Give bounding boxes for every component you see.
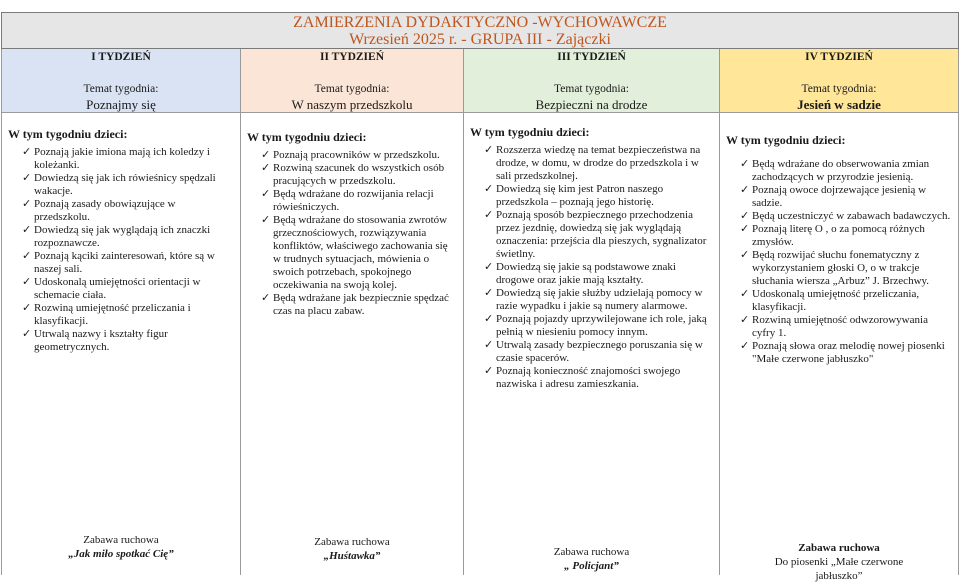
list-item: ✓ Poznają słowa oraz melodię nowej piosenki "Małe czerwone jabłuszko" — [740, 340, 945, 365]
game-label: Zabawa ruchowa — [83, 534, 159, 546]
movement-game — [2, 533, 240, 561]
list-item: ✓ Poznają kąciki zainteresowań, które są w naszej sali. — [22, 250, 215, 275]
checkmark-icon: ✓ — [484, 209, 494, 221]
week-intro: W tym tygodniu dzieci: — [8, 127, 128, 141]
list-item: ✓ Będą wdrażane jak bezpiecznie spędzać czas na placu zabaw. — [261, 292, 449, 317]
list-item: ✓ Dowiedzą się jak wyglądają ich znaczki rozpoznawcze. — [22, 224, 211, 249]
week-column-1 — [1, 49, 241, 575]
list-item: ✓ Poznają literę O , o za pomocą różnych zmysłów. — [740, 223, 925, 248]
goals-list — [726, 158, 952, 366]
checkmark-icon: ✓ — [484, 365, 494, 377]
list-item: ✓ Poznają sposób bezpiecznego przechodzenia przez jezdnię, dowiedzą się jak wyglądają oznaczenia: przejścia dla pieszych, sygnalizator świetlny. — [484, 209, 707, 260]
checkmark-icon: ✓ — [484, 261, 494, 273]
list-item: ✓ Poznają pojazdy uprzywilejowane ich role, jaką pełnią w niesieniu pomocy innym. — [484, 313, 707, 338]
week-label: II TYDZIEŃ — [319, 51, 385, 63]
goals-list — [8, 146, 234, 354]
list-item: ✓ Utrwalą zasady bezpiecznego poruszania się w czasie spacerów. — [484, 339, 703, 364]
checkmark-icon: ✓ — [22, 250, 32, 262]
checkmark-icon: ✓ — [740, 314, 750, 326]
week-header — [241, 49, 463, 113]
list-item: ✓ Rozwiną szacunek do wszystkich osób pracujących w przedszkolu. — [261, 162, 445, 187]
checkmark-icon: ✓ — [22, 172, 32, 184]
list-item: ✓ Rozwiną umiejętność przeliczania i klasyfikacji. — [22, 302, 191, 327]
game-extra: Do piosenki „Małe czerwone — [774, 556, 904, 568]
topic-label: Temat tygodnia: — [83, 83, 159, 95]
list-item: ✓ Rozszerza wiedzę na temat bezpieczeństwa na drodze, w domu, w drodze do przedszkola i w sali przedszkolnej. — [484, 144, 701, 182]
topic-label: Temat tygodnia: — [314, 83, 390, 95]
list-item: ✓ Będą uczestniczyć w zabawach badawczych. — [740, 210, 951, 222]
list-item: ✓ Będą rozwijać słuchu fonematyczny z wykorzystaniem głoski O, o w trakcje słuchania wiersza „Arbuz” J. Brzechwy. — [740, 249, 930, 287]
list-item: ✓ Rozwiną umiejętność odwzorowywania cyfry 1. — [740, 314, 928, 339]
week-label: IV TYDZIEŃ — [805, 51, 873, 63]
topic-title: Jesień w sadzie — [797, 97, 881, 112]
game-name: „Jak miło spotkać Cię” — [68, 548, 174, 560]
list-item: ✓ Utrwalą nazwy i kształty figur geometrycznych. — [22, 328, 168, 353]
week-body — [2, 113, 240, 575]
checkmark-icon: ✓ — [484, 287, 494, 299]
document-title-box — [1, 12, 959, 49]
list-item: ✓ Poznają zasady obowiązujące w przedszkolu. — [22, 198, 176, 223]
week-label: I TYDZIEŃ — [91, 51, 151, 63]
list-item: ✓ Dowiedzą się jak ich rówieśnicy spędzali wakacje. — [22, 172, 216, 197]
week-label: III TYDZIEŃ — [557, 51, 626, 63]
week-header — [720, 49, 958, 113]
game-name: jabłuszko” — [815, 570, 863, 582]
checkmark-icon: ✓ — [740, 184, 750, 196]
game-label: Zabawa ruchowa — [553, 546, 630, 558]
checkmark-icon: ✓ — [22, 224, 32, 236]
checkmark-icon: ✓ — [261, 214, 271, 226]
game-name: „Huśtawka” — [323, 550, 381, 562]
movement-game — [720, 541, 958, 583]
list-item: ✓ Dowiedzą się jakie są podstawowe znaki drogowe oraz jakie mają kształty. — [484, 261, 676, 286]
list-item: ✓ Udoskonalą umiejętność przeliczania, klasyfikacji. — [740, 288, 920, 313]
checkmark-icon: ✓ — [22, 198, 32, 210]
game-name: „ Policjant” — [564, 560, 619, 572]
list-item: ✓ Poznają konieczność znajomości swojego nazwiska i adresu zamieszkania. — [484, 365, 681, 390]
list-item: ✓ Poznają pracowników w przedszkolu. — [261, 149, 440, 161]
checkmark-icon: ✓ — [484, 313, 494, 325]
checkmark-icon: ✓ — [261, 149, 271, 161]
list-item: ✓ Będą wdrażane do rozwijania relacji rówieśniczych. — [261, 188, 434, 213]
checkmark-icon: ✓ — [22, 302, 32, 314]
game-label: Zabawa ruchowa — [314, 536, 390, 548]
list-item: ✓ Będą wdrażane do obserwowania zmian zachodzących w przyrodzie jesienią. — [740, 158, 930, 183]
checkmark-icon: ✓ — [740, 210, 750, 222]
checkmark-icon: ✓ — [22, 328, 32, 340]
document-title: ZAMIERZENIA DYDAKTYCZNO -WYCHOWAWCZE — [293, 14, 667, 31]
week-body — [464, 113, 719, 575]
week-intro: W tym tygodniu dzieci: — [247, 130, 367, 144]
list-item: ✓ Poznają jakie imiona mają ich koledzy i koleżanki. — [22, 146, 210, 171]
checkmark-icon: ✓ — [740, 340, 750, 352]
week-body — [720, 113, 958, 582]
checkmark-icon: ✓ — [261, 188, 271, 200]
topic-label: Temat tygodnia: — [554, 83, 629, 95]
checkmark-icon: ✓ — [484, 183, 494, 195]
topic-title: Bezpieczni na drodze — [535, 97, 648, 112]
week-column-3 — [463, 49, 720, 575]
checkmark-icon: ✓ — [261, 162, 271, 174]
checkmark-icon: ✓ — [740, 158, 750, 170]
movement-game — [241, 535, 463, 563]
week-intro: W tym tygodniu dzieci: — [726, 133, 846, 147]
week-column-2 — [240, 49, 464, 575]
list-item: ✓ Dowiedzą się kim jest Patron naszego przedszkola – poznają jego historię. — [484, 183, 664, 208]
checkmark-icon: ✓ — [22, 146, 32, 158]
list-item: ✓ Będą wdrażane do stosowania zwrotów grzecznościowych, rozwiązywania konfliktów, właściwego zachowania się w trudnych sytuacjach, mówienia o swoich potrzebach, spokojnego oczekiwania na swoją kolej. — [261, 214, 448, 291]
week-body — [241, 113, 463, 575]
goals-list — [247, 149, 457, 318]
topic-title: W naszym przedszkolu — [291, 97, 413, 112]
week-header — [464, 49, 719, 113]
checkmark-icon: ✓ — [740, 223, 750, 235]
week-intro: W tym tygodniu dzieci: — [470, 125, 590, 139]
movement-game — [464, 545, 719, 573]
checkmark-icon: ✓ — [484, 144, 494, 156]
goals-list — [470, 144, 713, 391]
week-column-4 — [719, 49, 959, 582]
document-subtitle: Wrzesień 2025 r. - GRUPA III - Zajączki — [349, 31, 611, 48]
list-item: ✓ Udoskonalą umiejętności orientacji w schemacie ciała. — [22, 276, 201, 301]
checkmark-icon: ✓ — [740, 288, 750, 300]
topic-label: Temat tygodnia: — [801, 83, 877, 95]
checkmark-icon: ✓ — [740, 249, 750, 261]
game-label: Zabawa ruchowa — [798, 542, 880, 554]
list-item: ✓ Poznają owoce dojrzewające jesienią w sadzie. — [740, 184, 927, 209]
checkmark-icon: ✓ — [261, 292, 271, 304]
week-header — [2, 49, 240, 113]
topic-title: Poznajmy się — [86, 97, 156, 112]
checkmark-icon: ✓ — [484, 339, 494, 351]
checkmark-icon: ✓ — [22, 276, 32, 288]
list-item: ✓ Dowiedzą się jakie służby udzielają pomocy w razie wypadku i jakie są numery alarmowe. — [484, 287, 703, 312]
